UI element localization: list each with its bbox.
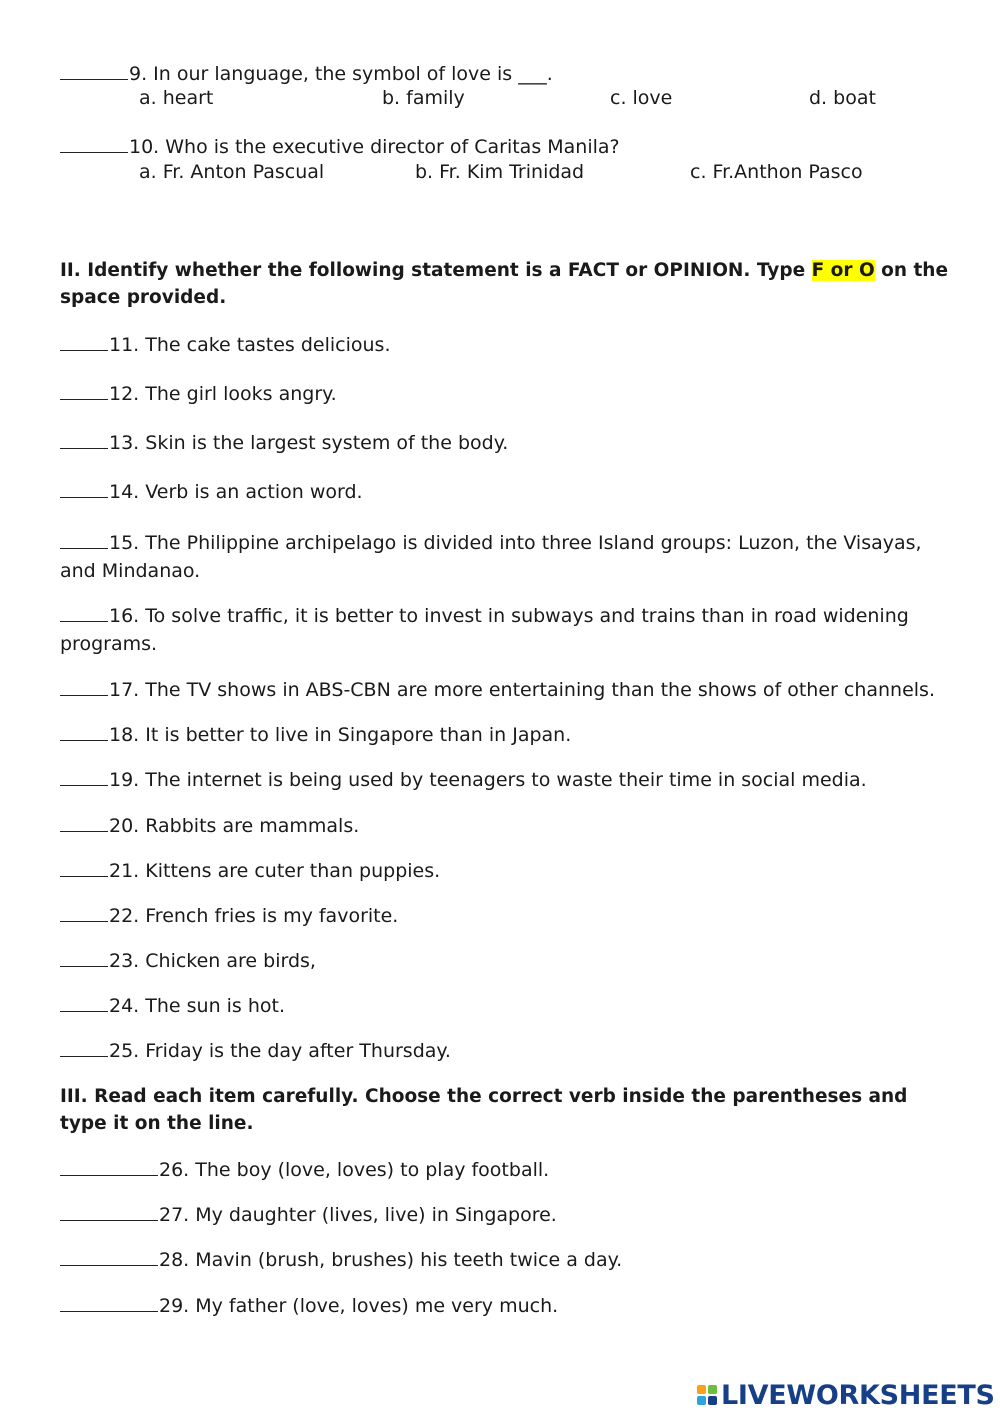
verb-item: 27. My daughter (lives, live) in Singapore.	[60, 1201, 557, 1229]
statement-item: 21. Kittens are cuter than puppies.	[60, 857, 440, 885]
question-10	[60, 133, 620, 161]
choice: c. love	[610, 87, 673, 109]
statement-item: 16. To solve traffic, it is better to invest in subways and trains than in road widening programs.	[60, 605, 909, 655]
answer-blank[interactable]	[60, 479, 108, 498]
answer-blank[interactable]	[60, 948, 108, 967]
logo-text: LIVEWORKSHEETS	[721, 1379, 995, 1411]
logo-square	[708, 1385, 717, 1394]
statement-item: 20. Rabbits are mammals.	[60, 812, 359, 840]
statement-item: 22. French fries is my favorite.	[60, 902, 398, 930]
highlighted-text: F or O	[811, 260, 875, 281]
answer-blank[interactable]	[60, 993, 108, 1012]
answer-blank[interactable]	[60, 430, 108, 449]
choice: a. heart	[139, 87, 214, 109]
choice: c. Fr.Anthon Pasco	[690, 161, 863, 183]
answer-blank[interactable]	[60, 1293, 158, 1312]
answer-blank[interactable]	[60, 1247, 158, 1266]
answer-blank[interactable]	[60, 1202, 158, 1221]
logo-square	[708, 1396, 717, 1405]
answer-blank[interactable]	[60, 603, 108, 622]
answer-blank[interactable]	[60, 903, 108, 922]
section-2-heading: II. Identify whether the following statement is a FACT or OPINION. Type F or O on the space provided.	[60, 260, 949, 308]
statement-item: 23. Chicken are birds,	[60, 947, 316, 975]
statement-item: 13. Skin is the largest system of the body.	[60, 429, 508, 457]
statement-item: 24. The sun is hot.	[60, 992, 285, 1020]
question-9	[60, 60, 553, 88]
answer-blank[interactable]	[60, 677, 108, 696]
choice: d. boat	[809, 87, 876, 109]
verb-item: 26. The boy (love, loves) to play football.	[60, 1156, 549, 1184]
statement-item: 25. Friday is the day after Thursday.	[60, 1037, 451, 1065]
logo-square	[697, 1396, 706, 1405]
choice: b. family	[382, 87, 465, 109]
statement-item: 15. The Philippine archipelago is divided into three Island groups: Luzon, the Visayas, and Mindanao.	[60, 532, 922, 582]
question-stem: 10. Who is the executive director of Caritas Manila?	[129, 136, 620, 158]
answer-blank[interactable]	[60, 767, 108, 786]
verb-item: 28. Mavin (brush, brushes) his teeth twice a day.	[60, 1246, 622, 1274]
choice: b. Fr. Kim Trinidad	[415, 161, 585, 183]
answer-blank[interactable]	[60, 134, 128, 153]
answer-blank[interactable]	[60, 332, 108, 351]
answer-blank[interactable]	[60, 381, 108, 400]
answer-blank[interactable]	[60, 813, 108, 832]
statement-item: 11. The cake tastes delicious.	[60, 331, 390, 359]
answer-blank[interactable]	[60, 1038, 108, 1057]
statement-item: 19. The internet is being used by teenagers to waste their time in social media.	[60, 766, 867, 794]
answer-blank[interactable]	[60, 530, 108, 549]
answer-blank[interactable]	[60, 722, 108, 741]
question-stem: 9. In our language, the symbol of love is ___.	[129, 63, 553, 85]
section-3-heading: III. Read each item carefully. Choose the correct verb inside the parentheses and type it on the line.	[60, 1086, 908, 1134]
logo-mark-icon	[697, 1385, 717, 1405]
verb-item: 29. My father (love, loves) me very much.	[60, 1292, 558, 1320]
statement-item: 12. The girl looks angry.	[60, 380, 337, 408]
statement-item: 18. It is better to live in Singapore than in Japan.	[60, 721, 571, 749]
answer-blank[interactable]	[60, 1157, 158, 1176]
statement-item: 17. The TV shows in ABS-CBN are more entertaining than the shows of other channels.	[60, 676, 935, 704]
liveworksheets-logo	[697, 1380, 995, 1410]
logo-square	[697, 1385, 706, 1394]
choice: a. Fr. Anton Pascual	[139, 161, 325, 183]
statement-item: 14. Verb is an action word.	[60, 478, 363, 506]
answer-blank[interactable]	[60, 61, 128, 80]
answer-blank[interactable]	[60, 858, 108, 877]
